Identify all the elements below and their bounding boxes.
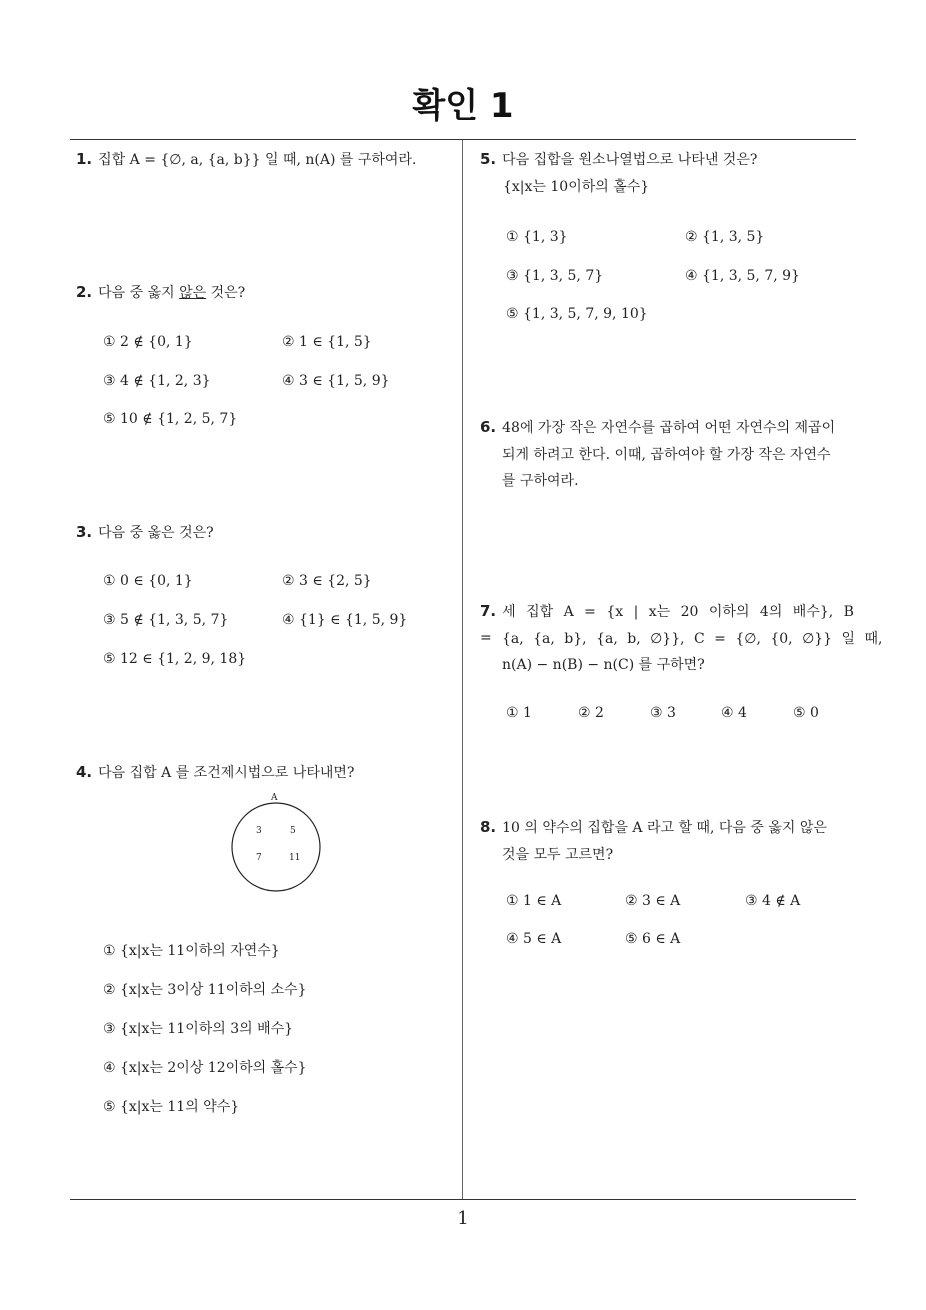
q4-option-3[interactable]: ③ {x|x는 11이하의 3의 배수} xyxy=(103,1021,294,1037)
venn-element: 3 xyxy=(256,826,262,836)
bottom-rule xyxy=(70,1199,856,1200)
question-number: 1. xyxy=(76,150,93,168)
question-3 xyxy=(76,519,456,546)
underlined-word: 않은 xyxy=(179,285,207,301)
q5-set-expression: {x|x는 10이하의 홀수} xyxy=(503,179,650,195)
q7-option-1[interactable]: ① 1 xyxy=(506,705,532,721)
question-number: 3. xyxy=(76,523,93,541)
q2-option-1[interactable]: ① 2 ∉ {0, 1} xyxy=(103,334,193,350)
q4-option-4[interactable]: ④ {x|x는 2이상 12이하의 홀수} xyxy=(103,1060,307,1076)
question-stem-line: 48에 가장 작은 자연수를 곱하여 어떤 자연수의 제곱이 xyxy=(502,420,836,436)
question-stem: 다음 집합 A 를 조건제시법으로 나타내면? xyxy=(98,765,355,781)
question-stem-line: {a, {a, b}, {a, b, ∅}}, C = {∅, {0, ∅}} 일 때, xyxy=(502,631,883,647)
question-stem-line: 것을 모두 고르면? xyxy=(502,847,614,863)
q4-option-1[interactable]: ① {x|x는 11이하의 자연수} xyxy=(103,943,280,959)
q4-option-2[interactable]: ② {x|x는 3이상 11이하의 소수} xyxy=(103,982,307,998)
question-8 xyxy=(480,814,860,841)
q8-option-1[interactable]: ① 1 ∈ A xyxy=(506,893,562,909)
question-number: 8. xyxy=(480,818,497,836)
q3-option-1[interactable]: ① 0 ∈ {0, 1} xyxy=(103,573,193,589)
q5-option-1[interactable]: ① {1, 3} xyxy=(506,229,568,245)
venn-circle xyxy=(232,803,320,891)
q7-option-3[interactable]: ③ 3 xyxy=(650,705,676,721)
venn-element: 5 xyxy=(290,826,296,836)
q5-option-5[interactable]: ⑤ {1, 3, 5, 7, 9, 10} xyxy=(506,306,648,322)
q3-option-4[interactable]: ④ {1} ∈ {1, 5, 9} xyxy=(282,612,408,628)
q8-option-3[interactable]: ③ 4 ∉ A xyxy=(745,893,801,909)
question-number: 5. xyxy=(480,150,497,168)
q3-option-3[interactable]: ③ 5 ∉ {1, 3, 5, 7} xyxy=(103,612,229,628)
q8-option-2[interactable]: ② 3 ∈ A xyxy=(625,893,681,909)
q7-option-2[interactable]: ② 2 xyxy=(578,705,604,721)
question-number: 7. xyxy=(480,602,497,620)
question-4 xyxy=(76,759,456,786)
q2-option-3[interactable]: ③ 4 ∉ {1, 2, 3} xyxy=(103,373,211,389)
page-number: 1 xyxy=(457,1208,469,1229)
question-stem: 다음 중 옳은 것은? xyxy=(98,525,214,541)
venn-circle-graphic xyxy=(226,795,326,895)
page-title: 확인 1 xyxy=(412,86,514,126)
question-1 xyxy=(76,146,456,173)
venn-set-label: A xyxy=(271,793,278,803)
question-stem-line: 를 구하여라. xyxy=(502,473,579,489)
q8-option-4[interactable]: ④ 5 ∈ A xyxy=(506,931,562,947)
venn-diagram xyxy=(226,795,326,895)
question-number: 6. xyxy=(480,418,497,436)
q5-option-3[interactable]: ③ {1, 3, 5, 7} xyxy=(506,268,604,284)
q3-option-2[interactable]: ② 3 ∈ {2, 5} xyxy=(282,573,372,589)
question-2 xyxy=(76,279,456,306)
stem-text: 다음 중 옳지 xyxy=(98,285,180,301)
question-stem: 집합 A = {∅, a, {a, b}} 일 때, n(A) 를 구하여라. xyxy=(98,152,417,168)
question-stem-line: n(A) − n(B) − n(C) 를 구하면? xyxy=(502,657,705,673)
q2-option-2[interactable]: ② 1 ∈ {1, 5} xyxy=(282,334,372,350)
column-divider xyxy=(462,140,463,1199)
q2-option-4[interactable]: ④ 3 ∈ {1, 5, 9} xyxy=(282,373,390,389)
q5-option-4[interactable]: ④ {1, 3, 5, 7, 9} xyxy=(685,268,800,284)
venn-element: 7 xyxy=(256,853,262,863)
question-stem-line: 되게 하려고 한다. 이때, 곱하여야 할 가장 작은 자연수 xyxy=(502,447,831,463)
stem-text: 것은? xyxy=(206,285,246,301)
question-number: 4. xyxy=(76,763,93,781)
q7-option-5[interactable]: ⑤ 0 xyxy=(793,705,819,721)
question-stem: 다음 집합을 원소나열법으로 나타낸 것은? xyxy=(502,152,758,168)
q3-option-5[interactable]: ⑤ 12 ∈ {1, 2, 9, 18} xyxy=(103,651,247,667)
question-number: 2. xyxy=(76,283,93,301)
q4-option-5[interactable]: ⑤ {x|x는 11의 약수} xyxy=(103,1099,240,1115)
q8-option-5[interactable]: ⑤ 6 ∈ A xyxy=(625,931,681,947)
q5-option-2[interactable]: ② {1, 3, 5} xyxy=(685,229,765,245)
venn-element: 11 xyxy=(289,853,301,863)
q7-option-4[interactable]: ④ 4 xyxy=(721,705,747,721)
q2-option-5[interactable]: ⑤ 10 ∉ {1, 2, 5, 7} xyxy=(103,411,238,427)
question-5 xyxy=(480,146,860,173)
question-6 xyxy=(480,414,860,441)
question-stem-line: 10 의 약수의 집합을 A 라고 할 때, 다음 중 옳지 않은 xyxy=(502,820,827,836)
question-stem xyxy=(98,285,245,301)
top-rule xyxy=(70,139,856,140)
question-stem-line: 세 집합 A = {x | x는 20 이하의 4의 배수}, B = xyxy=(480,604,854,646)
